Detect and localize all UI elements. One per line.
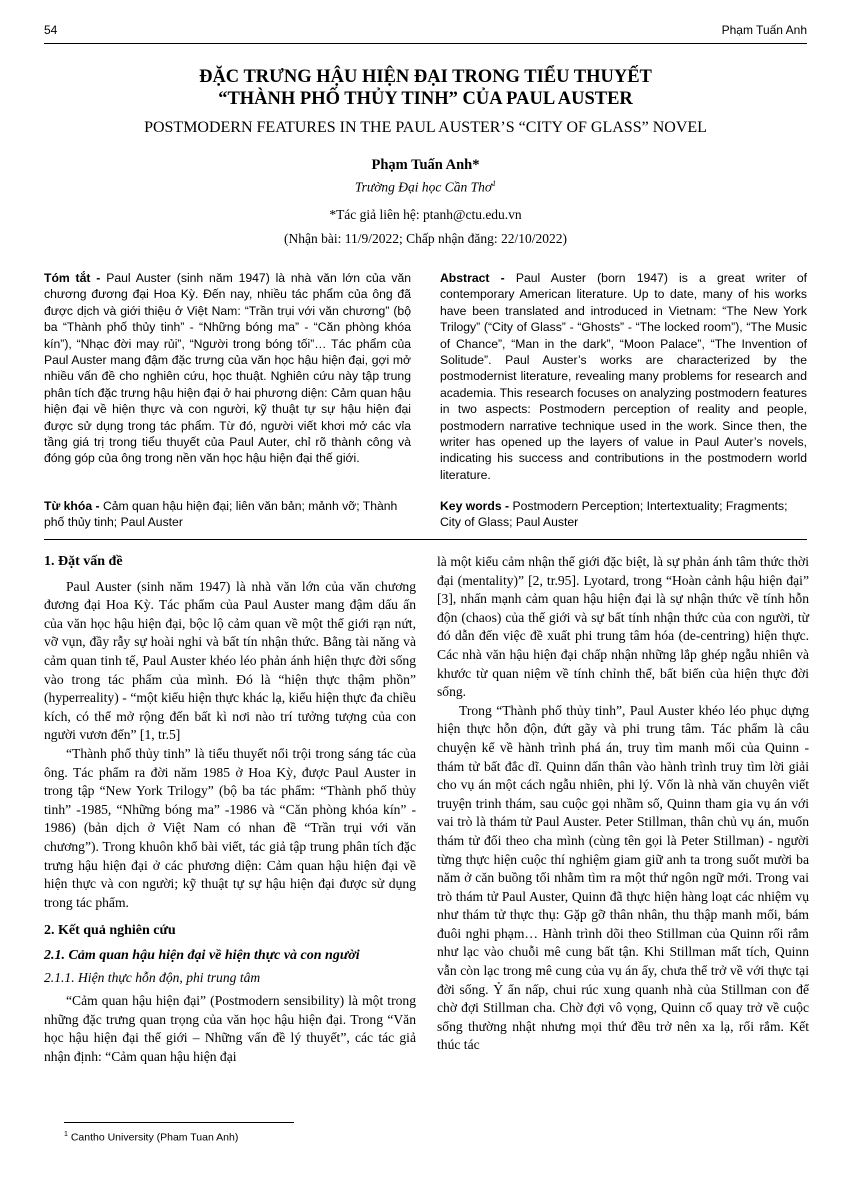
abstract-vn-text: Paul Auster (sinh năm 1947) là nhà văn lớn của văn chương đương đại Hoa Kỳ. Đến nay, nhiều tác phẩm của ông đã được dịch và giới thiệu ở Việt Nam: “Trần trụi với văn chương” (bộ ba “Thành phố thủy tinh” - “Những bóng ma” - “Căn phòng khóa kín”), “Nhạc đời may rủi”, “Người trong bóng tối”… Tác phẩm của Paul Auster mang đậm đặc trưng của văn học hậu hiện đại, gợi mở nhiều vấn đề cho nghiên cứu, học thuật. Nghiên cứu này tập trung phân tích đặc trưng hậu hiện đại ở hai phương diện: Cảm quan hậu hiện đại về hiện thực và con người, kỹ thuật tự sự hậu hiện đại được sử dụng trong tác phẩm. Từ đó, người viết khơi mở các vỉa tầng giá trị trong tiểu thuyết của Paul Auter, chỉ rõ thành công và đóng góp của ông trong nền văn học hậu hiện đại thế giới.	[44, 271, 411, 466]
title-english: POSTMODERN FEATURES IN THE PAUL AUSTER’S “CITY OF GLASS” NOVEL	[144, 119, 707, 136]
keywords-en-label: Key words -	[440, 499, 510, 513]
keywords-english	[440, 498, 807, 531]
keywords-vn-text: Cảm quan hậu hiện đại; liên văn bản; mảnh vỡ; Thành phố thủy tinh; Paul Auster	[44, 499, 398, 530]
affiliation-mark: 1	[492, 179, 497, 188]
paragraph: “Cảm quan hậu hiện đại” (Postmodern sensibility) là một trong những đặc trưng quan trọng của văn học hậu hiện đại. Trong “Văn học hậu hiện đại thế giới – Những vấn đề lý thuyết”, các tác giả nhận định: “Cảm quan hậu hiện đại	[44, 993, 416, 1064]
title-vietnamese	[44, 66, 807, 110]
affiliation	[44, 179, 807, 196]
keywords-en-text: Postmodern Perception; Intertextuality; Fragments; City of Glass; Paul Auster	[440, 499, 788, 530]
corresponding-contact: *Tác giả liên hệ: ptanh@ctu.edu.vn	[329, 207, 522, 222]
footnote-rule	[64, 1122, 294, 1123]
heading-section-2-1: 2.1. Cảm quan hậu hiện đại về hiện thực và con người	[44, 947, 360, 963]
paragraph: là một kiểu cảm nhận thế giới đặc biệt, là sự phản ánh tâm thức thời đại (mentality)” [2, tr.95]. Lyotard, trong “Hoàn cảnh hậu hiện đại” [3], nhấn mạnh cảm quan hậu hiện đại là sự nhận thức về tính hỗn độn (chaos) của thế giới và sự bất tính nhận thức của con người, từ đó dẫn đến việc đề xuất phi trung tâm hóa (de-centring) hiện thực. Các nhà văn hậu hiện đại chấp nhận những lắp ghép ngẫu nhiên và khước từ quan niệm về tính chỉnh thể, bất biến của hiện thực đời sống.	[437, 554, 809, 700]
abstract-en-label: Abstract -	[440, 271, 505, 285]
abstract-english	[440, 270, 807, 483]
footnote-mark: 1	[64, 1131, 68, 1138]
paragraph: Paul Auster (sinh năm 1947) là nhà văn lớn của văn chương đương đại Hoa Kỳ. Tác phẩm của Paul Auster mang đậm dấu ấn của văn học hậu hiện đại, bộc lộ cảm quan về một thế giới rạn nứt, vỡ vụn, đầy rẫy sự hoài nghi và bất tín nhận thức. Bằng tài năng và cảm quan tinh tế, Paul Auster khéo léo phản ánh hiện thực đời sống vào trong tác phẩm của mình. Đó là “hiện thực thậm phồn” (hyperreality) - “một kiểu hiện thực khác lạ, kiểu hiện thực đa chiều kích, có thể mở rộng đến bất kì nơi nào trí tưởng tượng của con người vươn đến” [1, tr.5]	[44, 578, 416, 743]
footnote-text: Cantho University (Pham Tuan Anh)	[70, 1131, 239, 1144]
abstract-vn-label: Tóm tắt -	[44, 271, 101, 285]
heading-introduction: 1. Đặt vấn đề	[44, 554, 123, 569]
submission-dates: (Nhận bài: 11/9/2022; Chấp nhận đăng: 22/10/2022)	[284, 231, 567, 246]
title-vn-line-2: “THÀNH PHỐ THỦY TINH” CỦA PAUL AUSTER	[218, 89, 633, 109]
body-column-left	[44, 553, 416, 1066]
paragraph: “Thành phố thủy tinh” là tiểu thuyết nổi trội trong sáng tác của ông. Tác phẩm ra đời năm 1985 ở Hoa Kỳ, được Paul Auster in trong tập “New York Trilogy” (bộ ba tác phẩm: “Thành phố thủy tinh” -1985, “Những bóng ma” -1986 và “Căn phòng khóa kín” - 1986) (bản dịch ở Việt Nam có nhan đề “Trần trụi với văn chương”). Trong khuôn khổ bài viết, tác giả tập trung phân tích đặc trưng hậu hiện đại ở các phương diện: Cảm quan hậu hiện đại về hiện thực và con người; kỹ thuật tự sự hậu hiện đại được sử dụng trong tác phẩm.	[44, 745, 416, 910]
heading-section-2-1-1: 2.1.1. Hiện thực hỗn độn, phi trung tâm	[44, 970, 261, 986]
running-author: Phạm Tuấn Anh	[721, 23, 807, 37]
heading-results: 2. Kết quả nghiên cứu	[44, 923, 176, 939]
title-vn-line-1: ĐẶC TRƯNG HẬU HIỆN ĐẠI TRONG TIỂU THUYẾT	[199, 67, 652, 87]
abstract-en-text: Paul Auster (born 1947) is a great writer of contemporary American literature. Up to date, many of his works have been translated and introduced in Vietnam: “The New York Trilogy” (“City of Glass” - “Ghosts” - “The locked room”), “The Music of Chance”, “Man in the dark”, “Moon Palace”, “The Invention of Solitude”. Paul Auster’s works are characterized by the postmodernist literature, revealing many problems for research and academia. This research focuses on analyzing postmodern features in two aspects: Postmodern perception of reality and people, postmodern narrative technique used in the work. Since then, the writer has opened up the layers of value in Paul Auter’s novels, indicating his success and contributions in the postmodern world literature.	[440, 271, 808, 482]
page-number: 54	[44, 23, 58, 37]
affiliation-text: Trường Đại học Cần Thơ	[354, 179, 493, 195]
footnote	[64, 1131, 238, 1144]
keywords-vietnamese	[44, 498, 411, 531]
abstract-vietnamese	[44, 270, 411, 467]
body-column-right	[437, 553, 809, 1055]
keywords-vn-label: Từ khóa -	[44, 499, 100, 513]
running-header	[44, 21, 807, 44]
section-divider	[44, 539, 807, 540]
paragraph: Trong “Thành phố thủy tinh”, Paul Auster khéo léo phục dựng hiện thực hỗn độn, đứt gãy và phi trung tâm. Tác phẩm là câu chuyện kể về hành trình phá án, truy tìm manh mối của Quinn - thám tử bất đắc dĩ. Quinn dấn thân vào hành trình truy tìm lời giải cho vụ án một cách ngẫu nhiên, phi lý. Vốn là nhà văn chuyên viết truyện trinh thám, sau cuộc gọi nhầm số, Quinn tham gia vụ án với vai trò là thám tử Paul Auster. Peter Stillman, thân chủ vụ án, muốn thám tử đối theo cha mình (cùng tên gọi là Peter Stillman) - người từng thực hiện cuộc thí nghiệm giam giữ anh ta trong suốt mười ba năm ở căn buồng tối nhằm tìm ra một thứ ngôn ngữ mới. Trong vai trò thám tử Paul Auster, Quinn đã thực hiện hàng loạt các nhiệm vụ như thám tử thực thụ: Gặp gỡ thân nhân, thu thập manh mối, bám đuôi nghi phạm… Hành trình dõi theo Stillman của Quinn rối rắm như lạc vào chuỗi mê cung bất tận. Khi Stillman mất tích, Quinn vẫn còn lạc trong mê cung của vụ án ấy, chưa thể trở về với thực tại đời sống. Ỷ ẩn nấp, chui rúc xung quanh nhà của Stillman con để chờ đợi Stillman cha. Chờ đợi vô vọng, Quinn cố quay trở về cuộc sống thường nhật nhưng mọi thứ đều trở nên xa lạ, rối rắm. Kết thúc tác	[437, 702, 809, 1053]
author-name: Phạm Tuấn Anh*	[371, 157, 480, 173]
